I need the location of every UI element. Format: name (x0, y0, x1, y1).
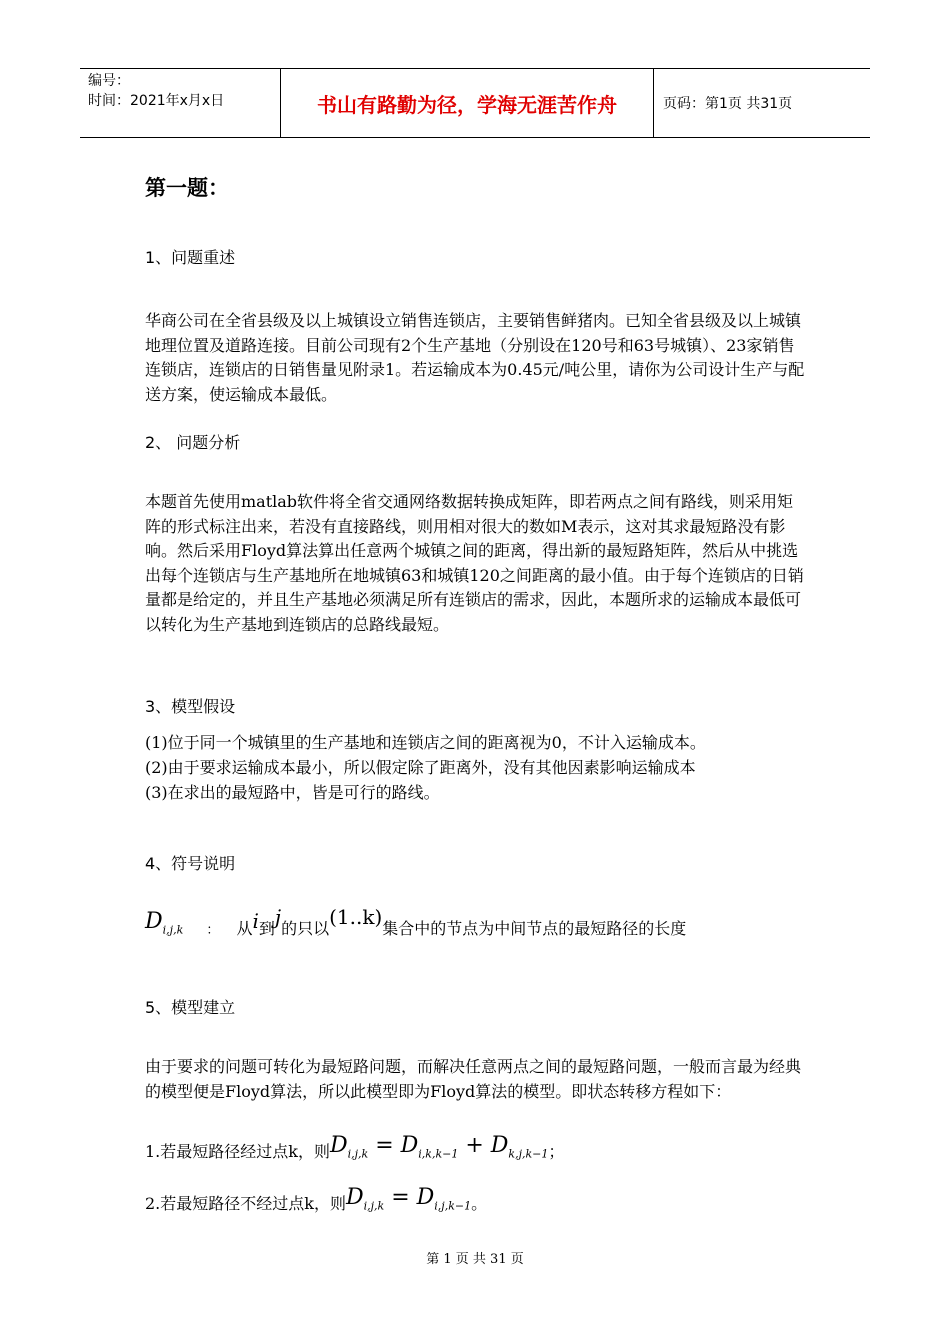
section-heading-2: 2、 问题分析 (145, 433, 241, 452)
header-table (80, 68, 870, 138)
symbol-i: i (252, 909, 259, 933)
paragraph-model-building: 由于要求的问题可转化为最短路问题，而解决任意两点之间的最短路问题，一般而言最为经典的模型便是Floyd算法，所以此模型即为Floyd算法的模型。即状态转移方程如下： (145, 1057, 802, 1101)
symbol-range: (1..k) (329, 905, 383, 929)
assumption-2: (2)由于要求运输成本最小，所以假定除了距离外，没有其他因素影响运输成本 (145, 758, 696, 777)
equation-2-formula: $D_{i,j,k} = D_{i,j,k-1}$ (345, 1185, 472, 1213)
number-label: 编号： (88, 73, 130, 89)
header-motto: 书山有路勤为径，学海无涯苦作舟 (317, 92, 617, 117)
symbol-colon: ： (206, 923, 220, 938)
page-title: 第一题： (145, 176, 229, 200)
symbol-text-to: 到 (258, 919, 275, 938)
section-heading-4: 4、符号说明 (145, 854, 236, 873)
assumption-3: (3)在求出的最短路中，皆是可行的路线。 (145, 783, 440, 802)
header-meta (80, 69, 280, 137)
symbol-text-only: 的只以 (281, 919, 330, 938)
symbol-definition (145, 905, 687, 955)
symbol-D: $D_{i,j,k}$ (145, 909, 184, 937)
equation-2-text: 2.若最短路径不经过点k，则 (145, 1194, 346, 1213)
page-footer: 第 1 页 共 31 页 (426, 1252, 524, 1267)
symbol-j: j (274, 905, 282, 929)
symbol-text-rest: 集合中的节点为中间节点的最短路径的长度 (382, 919, 687, 938)
section-heading-5: 5、模型建立 (145, 998, 236, 1017)
paragraph-problem-restatement: 华商公司在全省县级及以上城镇设立销售连锁店，主要销售鲜猪肉。已知全省县级及以上城镇地理位置及道路连接。目前公司现有2个生产基地（分别设在120号和63号城镇）、23家销售连锁店，连锁店的日销售量见附录1。若运输成本为0.45元/吨公里，请你为公司设计生产与配送方案，使运输成本最低。 (145, 311, 805, 404)
section-heading-3: 3、模型假设 (145, 697, 236, 716)
symbol-text-from: 从 (236, 919, 253, 938)
paragraph-problem-analysis: 本题首先使用matlab软件将全省交通网络数据转换成矩阵，即若两点之间有路线，则采用矩阵的形式标注出来，若没有直接路线，则用相对很大的数如M表示，这对其求最短路没有影响。然后采用Floyd算法算出任意两个城镇之间的距离，得出新的最短路矩阵，然后从中挑选出每个连锁店与生产基地所在地城镇63和城镇120之间距离的最小值。由于每个连锁店的日销量都是给定的，并且生产基地必须满足所有连锁店的需求，因此，本题所求的运输成本最低可以转化为生产基地到连锁店的总路线最短。 (145, 492, 804, 634)
header-divider (653, 69, 654, 137)
equation-1 (145, 1133, 565, 1165)
equation-1-end: ； (548, 1142, 565, 1161)
equation-1-text: 1.若最短路径经过点k，则 (145, 1142, 330, 1161)
equation-2 (145, 1185, 488, 1217)
equation-1-formula: $D_{i,j,k} = D_{i,k,k-1} + D_{k,j,k-1}$ (329, 1133, 549, 1161)
assumption-1: (1)位于同一个城镇里的生产基地和连锁店之间的距离视为0，不计入运输成本。 (145, 733, 706, 752)
header-page-info: 页码：第1页 共31页 (663, 96, 793, 112)
date-label: 时间：2021年x月x日 (88, 93, 225, 109)
section-heading-1: 1、问题重述 (145, 248, 236, 267)
equation-2-end: 。 (471, 1194, 488, 1213)
